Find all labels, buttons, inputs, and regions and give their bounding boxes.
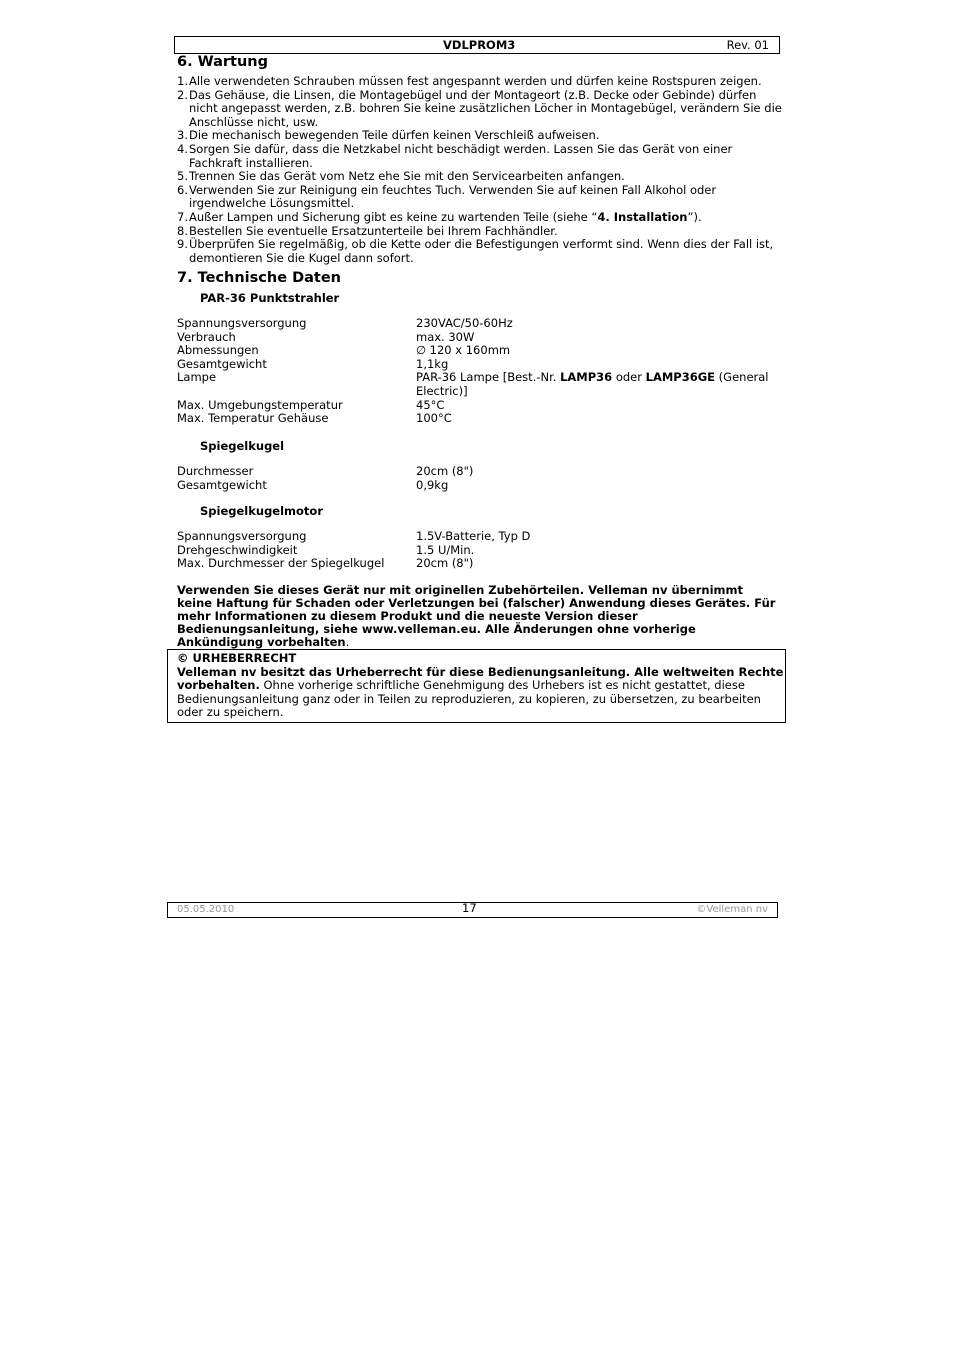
spec-value: 20cm (8") (416, 464, 474, 478)
spec-key: Abmessungen (177, 343, 259, 358)
spec-value: ∅ 120 x 160mm (416, 343, 511, 358)
list-num: 7. (177, 209, 188, 224)
list-text: Alle verwendeten Schrauben müssen fest angespannt werden und dürfen keine Rostspuren zeigen. (189, 74, 762, 88)
section-7-title: 7. Technische Daten (177, 270, 341, 286)
spec-key: Spannungsversorgung (177, 529, 307, 543)
spec-row (177, 479, 777, 493)
spec-value: 1,1kg (416, 356, 449, 371)
page-header (174, 36, 780, 54)
lamp-code: LAMP36GE (645, 370, 716, 385)
spec-row (177, 465, 777, 479)
par36-subtitle: PAR-36 Punktstrahler (200, 291, 340, 305)
list-num: 2. (177, 87, 188, 102)
spec-value: 1.5 U/Min. (416, 542, 475, 557)
spec-row (177, 412, 777, 426)
list-item (177, 143, 787, 170)
maintenance-list (177, 75, 787, 265)
installation-ref: 4. Installation (597, 209, 688, 224)
list-num: 4. (177, 141, 188, 156)
spec-value (416, 371, 776, 398)
copyright-box (167, 649, 786, 723)
list-item (177, 211, 787, 225)
par36-spec-table (177, 317, 777, 426)
notice-end: . (345, 635, 350, 649)
spec-value: 100°C (416, 411, 452, 426)
list-num: 6. (177, 182, 188, 197)
spec-key: Spannungsversorgung (177, 316, 307, 330)
list-text: Bestellen Sie eventuelle Ersatzunterteile bei Ihrem Fachhändler. (189, 223, 558, 238)
spec-row (177, 344, 777, 358)
list-text: Trennen Sie das Gerät vom Netz ehe Sie mit den Servicearbeiten anfangen. (189, 169, 625, 184)
list-text: Verwenden Sie zur Reinigung ein feuchtes Tuch. Verwenden Sie auf keinen Fall Alkohol oder irgendwelche Lösungsmittel. (189, 182, 717, 211)
spec-value: 230VAC/50-60Hz (416, 316, 513, 330)
motor-spec-table (177, 530, 777, 571)
list-item (177, 170, 787, 184)
list-text: ”). (687, 209, 702, 224)
spec-key: Verbrauch (177, 329, 236, 344)
list-num: 5. (177, 169, 188, 184)
list-num: 8. (177, 223, 188, 238)
list-item (177, 184, 787, 211)
lamp-text: oder (612, 370, 646, 385)
copyright-body (177, 666, 785, 720)
spec-row (177, 530, 777, 544)
spec-row (177, 317, 777, 331)
list-item (177, 129, 787, 143)
notice-text: Verwenden Sie dieses Gerät nur mit originellen Zubehörteilen. Velleman nv übernimmt keine Haftung für Schaden oder Verletzungen bei (falscher) Anwendung dieses Gerätes. Für mehr Informationen zu diesem Produkt und die neueste Version dieser Bedienungsanleitung, siehe www.velleman.eu. Alle Änderungen ohne vorherige Ankündigung vorbehalten (177, 583, 776, 649)
list-num: 9. (177, 237, 188, 252)
copyright-title: © URHEBERRECHT (177, 651, 297, 665)
copyright-text: Ohne vorherige schriftliche Genehmigung des Urhebers ist es nicht gestattet, diese Bedienungsanleitung ganz oder in Teilen zu reproduzieren, zu kopieren, zu übersetzen, zu bearbeiten oder zu speichern. (177, 678, 761, 720)
lamp-text: PAR-36 Lampe [Best.-Nr. (416, 370, 561, 385)
spec-value: 0,9kg (416, 477, 449, 492)
spec-key: Gesamtgewicht (177, 356, 267, 371)
list-text: Das Gehäuse, die Linsen, die Montagebügel und der Montageort (z.B. Decke oder Gebinde) dürfen nicht angepasst werden, z.B. bohren Sie keine zusätzlichen Löcher in Montagebügel, verändern Sie die Anschlüsse nicht, usw. (189, 87, 782, 129)
spec-key: Max. Umgebungstemperatur (177, 397, 343, 412)
spec-key: Durchmesser (177, 464, 254, 478)
lamp-code: LAMP36 (560, 370, 613, 385)
spec-row (177, 371, 777, 398)
list-num: 1. (177, 74, 188, 88)
footer-copyright: ©Velleman nv (696, 904, 768, 915)
motor-subtitle: Spiegelkugelmotor (200, 504, 323, 518)
list-text: Überprüfen Sie regelmäßig, ob die Kette oder die Befestigungen verformt sind. Wenn dies der Fall ist, demontieren Sie die Kugel dann sofort. (189, 237, 774, 265)
page-number: 17 (462, 901, 477, 915)
list-item (177, 238, 787, 265)
spec-key: Max. Durchmesser der Spiegelkugel (177, 556, 385, 571)
list-text: Sorgen Sie dafür, dass die Netzkabel nicht beschädigt werden. Lassen Sie das Gerät von einer Fachkraft installieren. (189, 141, 733, 170)
spec-row (177, 358, 777, 372)
header-revision: Rev. 01 (726, 38, 769, 52)
spec-row (177, 557, 777, 571)
spec-value: 1.5V-Batterie, Typ D (416, 529, 531, 543)
page-footer (167, 902, 778, 918)
list-num: 3. (177, 128, 188, 143)
spec-row (177, 331, 777, 345)
header-model: VDLPROM3 (443, 38, 516, 52)
spec-key: Drehgeschwindigkeit (177, 542, 298, 557)
usage-notice (177, 584, 781, 649)
mirrorball-subtitle: Spiegelkugel (200, 439, 285, 453)
list-text: Außer Lampen und Sicherung gibt es keine zu wartenden Teile (siehe “ (189, 209, 598, 224)
spec-value: 20cm (8") (416, 556, 474, 571)
spec-value: max. 30W (416, 329, 475, 344)
list-text: Die mechanisch bewegenden Teile dürfen keinen Verschleiß aufweisen. (189, 128, 600, 143)
lamp-text: (General Electric)] (416, 370, 769, 398)
spec-row (177, 544, 777, 558)
spec-value: 45°C (416, 397, 445, 412)
spec-key: Gesamtgewicht (177, 477, 267, 492)
footer-date: 05.05.2010 (177, 904, 235, 915)
section-6-title: 6. Wartung (177, 54, 269, 70)
mirrorball-spec-table (177, 465, 777, 492)
spec-row (177, 399, 777, 413)
spec-key: Lampe (177, 370, 217, 385)
copyright-bold: Velleman nv besitzt das Urheberrecht für diese Bedienungsanleitung. Alle weltweiten Rechte vorbehalten. (177, 664, 784, 693)
spec-key: Max. Temperatur Gehäuse (177, 411, 329, 426)
list-item (177, 89, 787, 130)
list-item (177, 75, 787, 89)
